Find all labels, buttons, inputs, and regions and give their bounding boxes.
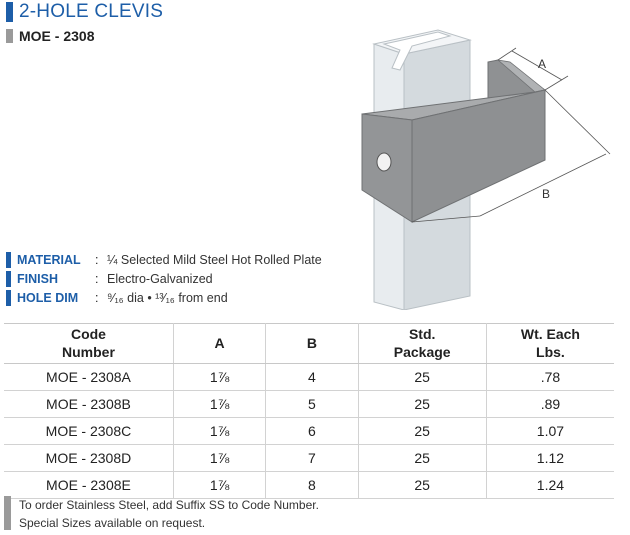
cell-code: MOE - 2308A (4, 364, 173, 391)
cell-weight: 1.12 (486, 445, 614, 472)
cell-a: 1⅞ (173, 364, 265, 391)
cell-weight: 1.07 (486, 418, 614, 445)
cell-code: MOE - 2308C (4, 418, 173, 445)
spec-key: FINISH (17, 271, 58, 286)
cell-a: 1⅞ (173, 472, 265, 499)
spec-colon: : (95, 252, 99, 267)
cell-package: 25 (358, 391, 486, 418)
spec-list (6, 250, 322, 307)
spec-accent-bar (6, 290, 11, 306)
title-row (6, 0, 163, 24)
table-row (4, 391, 614, 418)
cell-b: 8 (266, 472, 358, 499)
part-number: MOE - 2308 (19, 28, 95, 44)
spec-row-material (6, 250, 322, 269)
spec-row-hole-dim (6, 288, 322, 307)
spec-value: ⁹⁄₁₆ dia • ¹³⁄₁₆ from end (107, 290, 228, 305)
col-header-a: A (173, 324, 265, 364)
spec-accent-bar (6, 252, 11, 268)
cell-a: 1⅞ (173, 418, 265, 445)
notes-accent-bar (4, 496, 11, 530)
note-stainless: To order Stainless Steel, add Suffix SS to Code Number. (19, 498, 319, 512)
dim-a-label: A (538, 57, 547, 71)
col-header-package: Std. Package (358, 324, 486, 364)
dim-b-label: B (542, 187, 551, 201)
cell-b: 4 (266, 364, 358, 391)
note-special-sizes: Special Sizes available on request. (19, 516, 206, 530)
spec-accent-bar (6, 271, 11, 287)
cell-weight: .78 (486, 364, 614, 391)
cell-package: 25 (358, 472, 486, 499)
cell-b: 7 (266, 445, 358, 472)
cell-package: 25 (358, 445, 486, 472)
table-row (4, 418, 614, 445)
part-number-row (6, 27, 94, 45)
dim-a-ext-1 (498, 48, 516, 60)
col-header-weight: Wt. Each Lbs. (486, 324, 614, 364)
table-row (4, 364, 614, 391)
notes (4, 496, 319, 532)
title-accent-bar (6, 2, 13, 22)
cell-weight: .89 (486, 391, 614, 418)
cell-b: 5 (266, 391, 358, 418)
spec-value: Electro-Galvanized (107, 271, 213, 286)
spec-row-finish (6, 269, 322, 288)
col-header-code: Code Number (4, 324, 173, 364)
part-accent-bar (6, 29, 13, 43)
cell-code: MOE - 2308B (4, 391, 173, 418)
cell-a: 1⅞ (173, 391, 265, 418)
clevis-illustration (340, 10, 630, 310)
col-header-b: B (266, 324, 358, 364)
dim-b-ext-1 (545, 90, 610, 154)
cell-code: MOE - 2308D (4, 445, 173, 472)
table-row (4, 472, 614, 499)
cell-package: 25 (358, 364, 486, 391)
spec-colon: : (95, 290, 99, 305)
cell-code: MOE - 2308E (4, 472, 173, 499)
cell-weight: 1.24 (486, 472, 614, 499)
cell-package: 25 (358, 418, 486, 445)
product-table (4, 323, 614, 499)
spec-value: ¼ Selected Mild Steel Hot Rolled Plate (107, 252, 322, 267)
table-header-row (4, 324, 614, 364)
dim-a-ext-2 (545, 76, 568, 90)
page-title: 2-HOLE CLEVIS (19, 1, 164, 22)
cell-a: 1⅞ (173, 445, 265, 472)
spec-colon: : (95, 271, 99, 286)
table-row (4, 445, 614, 472)
bolt-hole (377, 153, 391, 171)
spec-key: MATERIAL (17, 252, 81, 267)
cell-b: 6 (266, 418, 358, 445)
spec-key: HOLE DIM (17, 290, 79, 305)
